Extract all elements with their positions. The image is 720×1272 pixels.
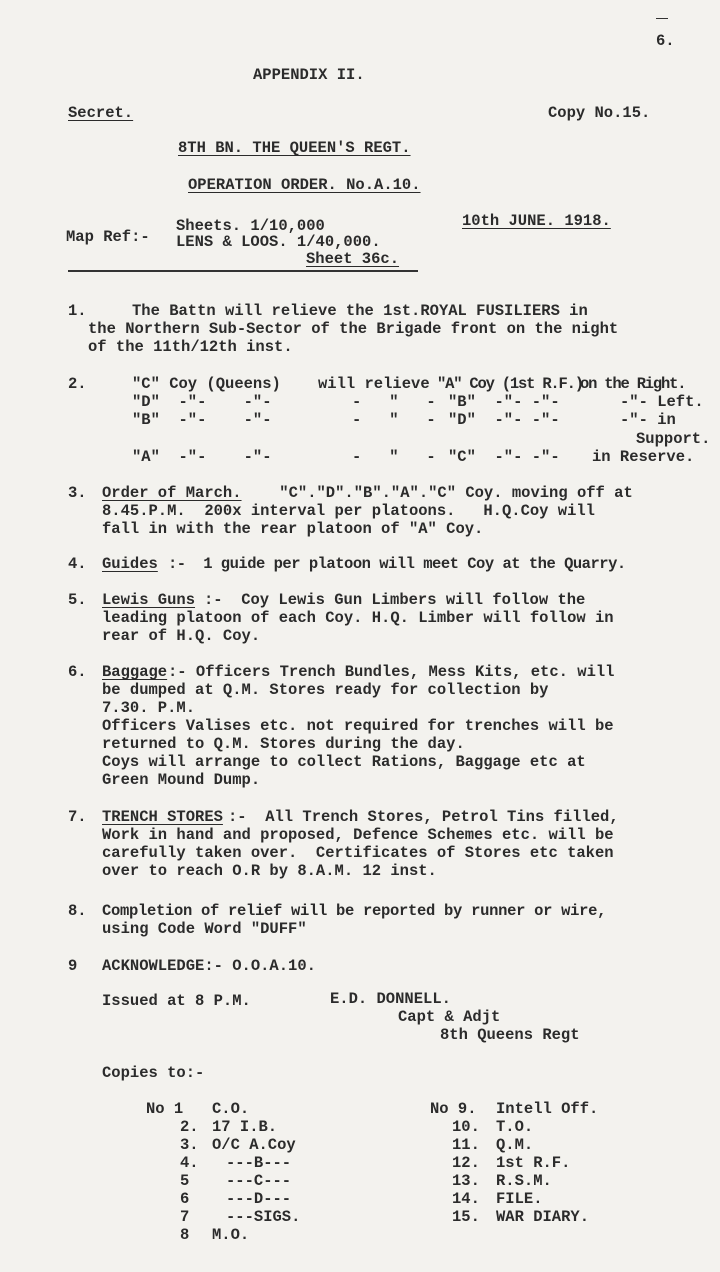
copy-recipient: ---B--- [226, 1154, 292, 1172]
para-5-line: rear of H.Q. Coy. [102, 627, 261, 645]
para-9-text: ACKNOWLEDGE:- O.O.A.10. [102, 957, 316, 975]
para-3-number: 3. [68, 484, 87, 502]
copy-number: 8 [180, 1226, 190, 1244]
copy-recipient: WAR DIARY. [496, 1208, 590, 1226]
signatory-name: E.D. DONNELL. [330, 990, 451, 1008]
relief-coy: "A" -"- -"- [132, 448, 272, 466]
copy-recipient: 1st R.F. [496, 1154, 571, 1172]
relief-verb: will relieve [318, 375, 430, 393]
copy-recipient: M.O. [212, 1226, 250, 1244]
signatory-unit: 8th Queens Regt [440, 1026, 580, 1044]
para-7-heading: TRENCH STORES [102, 808, 223, 826]
copy-number: 6 [180, 1190, 190, 1208]
copy-number: 7 [180, 1208, 190, 1226]
copy-number: 11. [452, 1136, 480, 1154]
copy-recipient: T.O. [496, 1118, 534, 1136]
copy-recipient: FILE. [496, 1190, 543, 1208]
relief-target: "C" -"- -"- [448, 448, 560, 466]
para-5-line: :- Coy Lewis Gun Limbers will follow the [204, 591, 586, 609]
copy-recipient: ---D--- [226, 1190, 292, 1208]
para-7-line: over to reach O.R by 8.A.M. 12 inst. [102, 862, 437, 880]
para-1-line: The Battn will relieve the 1st.ROYAL FUSILIERS in [132, 302, 588, 320]
copy-recipient: Q.M. [496, 1136, 534, 1154]
para-4-number: 4. [68, 555, 87, 573]
page-number: 6. [656, 32, 675, 50]
copy-number: 10. [452, 1118, 480, 1136]
para-2-number: 2. [68, 375, 87, 393]
copy-number: 3. [180, 1136, 199, 1154]
para-1-line: of the 11th/12th inst. [88, 338, 293, 356]
copy-number: No 9. [430, 1100, 477, 1118]
relief-coy: "B" -"- -"- [132, 411, 272, 429]
map-ref-line-3: Sheet 36c. [306, 250, 400, 268]
unit-name: 8TH BN. THE QUEEN'S REGT. [178, 139, 411, 157]
relief-verb: - " - [352, 448, 436, 466]
map-ref-label: Map Ref:- [66, 228, 150, 246]
order-date: 10th JUNE. 1918. [462, 212, 611, 230]
para-4-text: :- 1 guide per platoon will meet Coy at the Quarry. [168, 555, 626, 573]
copy-number: Copy No.15. [548, 104, 651, 122]
copy-number: 14. [452, 1190, 480, 1208]
signatory-rank: Capt & Adjt [398, 1008, 501, 1026]
copy-number: 15. [452, 1208, 480, 1226]
para-5-heading: Lewis Guns [102, 591, 196, 609]
para-3-line: "C"."D"."B"."A"."C" Coy. moving off at [270, 484, 633, 502]
para-6-line: returned to Q.M. Stores during the day. [102, 735, 465, 753]
classification: Secret. [68, 104, 134, 122]
para-7-line: :- All Trench Stores, Petrol Tins filled, [228, 808, 619, 826]
para-7-line: carefully taken over. Certificates of Stores etc taken [102, 844, 614, 862]
copy-number: No 1 [146, 1100, 184, 1118]
relief-position: Support. [636, 430, 711, 448]
para-6-number: 6. [68, 663, 87, 681]
issued-time: Issued at 8 P.M. [102, 992, 251, 1010]
header-rule [68, 270, 418, 272]
relief-position: in Reserve. [592, 448, 695, 466]
copy-recipient: O/C A.Coy [212, 1136, 296, 1154]
copy-recipient: 17 I.B. [212, 1118, 278, 1136]
appendix-title: APPENDIX II. [253, 66, 365, 84]
copy-recipient: ---C--- [226, 1172, 292, 1190]
para-3-line: fall in with the rear platoon of "A" Coy. [102, 520, 484, 538]
para-1-line: the Northern Sub-Sector of the Brigade front on the night [88, 320, 619, 338]
para-5-line: leading platoon of each Coy. H.Q. Limber will follow in [102, 609, 614, 627]
para-7-number: 7. [68, 808, 87, 826]
copy-recipient: Intell Off. [496, 1100, 599, 1118]
para-6-line: be dumped at Q.M. Stores ready for collection by [102, 681, 549, 699]
para-3-line: 8.45.P.M. 200x interval per platoons. H.Q.Coy will [102, 502, 595, 520]
top-corner-mark [656, 18, 668, 19]
para-6-line: :- Officers Trench Bundles, Mess Kits, etc. will [168, 663, 615, 681]
relief-verb: - " - [352, 393, 436, 411]
para-8-line: Completion of relief will be reported by runner or wire, [102, 902, 607, 920]
order-title: OPERATION ORDER. No.A.10. [188, 176, 421, 194]
copy-number: 13. [452, 1172, 480, 1190]
para-6-line: Officers Valises etc. not required for trenches will be [102, 717, 614, 735]
copy-number: 12. [452, 1154, 480, 1172]
map-ref-line-1: Sheets. 1/10,000 [176, 217, 325, 235]
para-7-line: Work in hand and proposed, Defence Schemes etc. will be [102, 826, 614, 844]
para-8-line: using Code Word "DUFF" [102, 920, 307, 938]
para-6-heading: Baggage [102, 663, 168, 681]
copy-number: 2. [180, 1118, 199, 1136]
relief-position: -"- in [620, 411, 676, 429]
map-ref-line-2: LENS & LOOS. 1/40,000. [176, 233, 381, 251]
copy-recipient: R.S.M. [496, 1172, 552, 1190]
para-8-number: 8. [68, 902, 87, 920]
copy-number: 5 [180, 1172, 190, 1190]
copy-recipient: C.O. [212, 1100, 250, 1118]
relief-position: -"- Left. [620, 393, 704, 411]
copies-heading: Copies to:- [102, 1064, 205, 1082]
para-6-line: Coys will arrange to collect Rations, Baggage etc at [102, 753, 586, 771]
relief-target: "D" -"- -"- [448, 411, 560, 429]
relief-verb: - " - [352, 411, 436, 429]
para-9-number: 9 [68, 957, 78, 975]
copy-number: 4. [180, 1154, 199, 1172]
relief-coy: "C" Coy (Queens) [132, 375, 281, 393]
relief-target: "A" Coy (1st R.F.) [437, 375, 583, 393]
relief-target: "B" -"- -"- [448, 393, 560, 411]
para-6-line: 7.30. P.M. [102, 699, 196, 717]
para-6-line: Green Mound Dump. [102, 771, 261, 789]
para-3-heading: Order of March. [102, 484, 242, 502]
para-4-heading: Guides [102, 555, 158, 573]
relief-coy: "D" -"- -"- [132, 393, 272, 411]
para-1-number: 1. [68, 302, 87, 320]
para-5-number: 5. [68, 591, 87, 609]
copy-recipient: ---SIGS. [226, 1208, 301, 1226]
relief-position: on the Right. [580, 375, 686, 393]
